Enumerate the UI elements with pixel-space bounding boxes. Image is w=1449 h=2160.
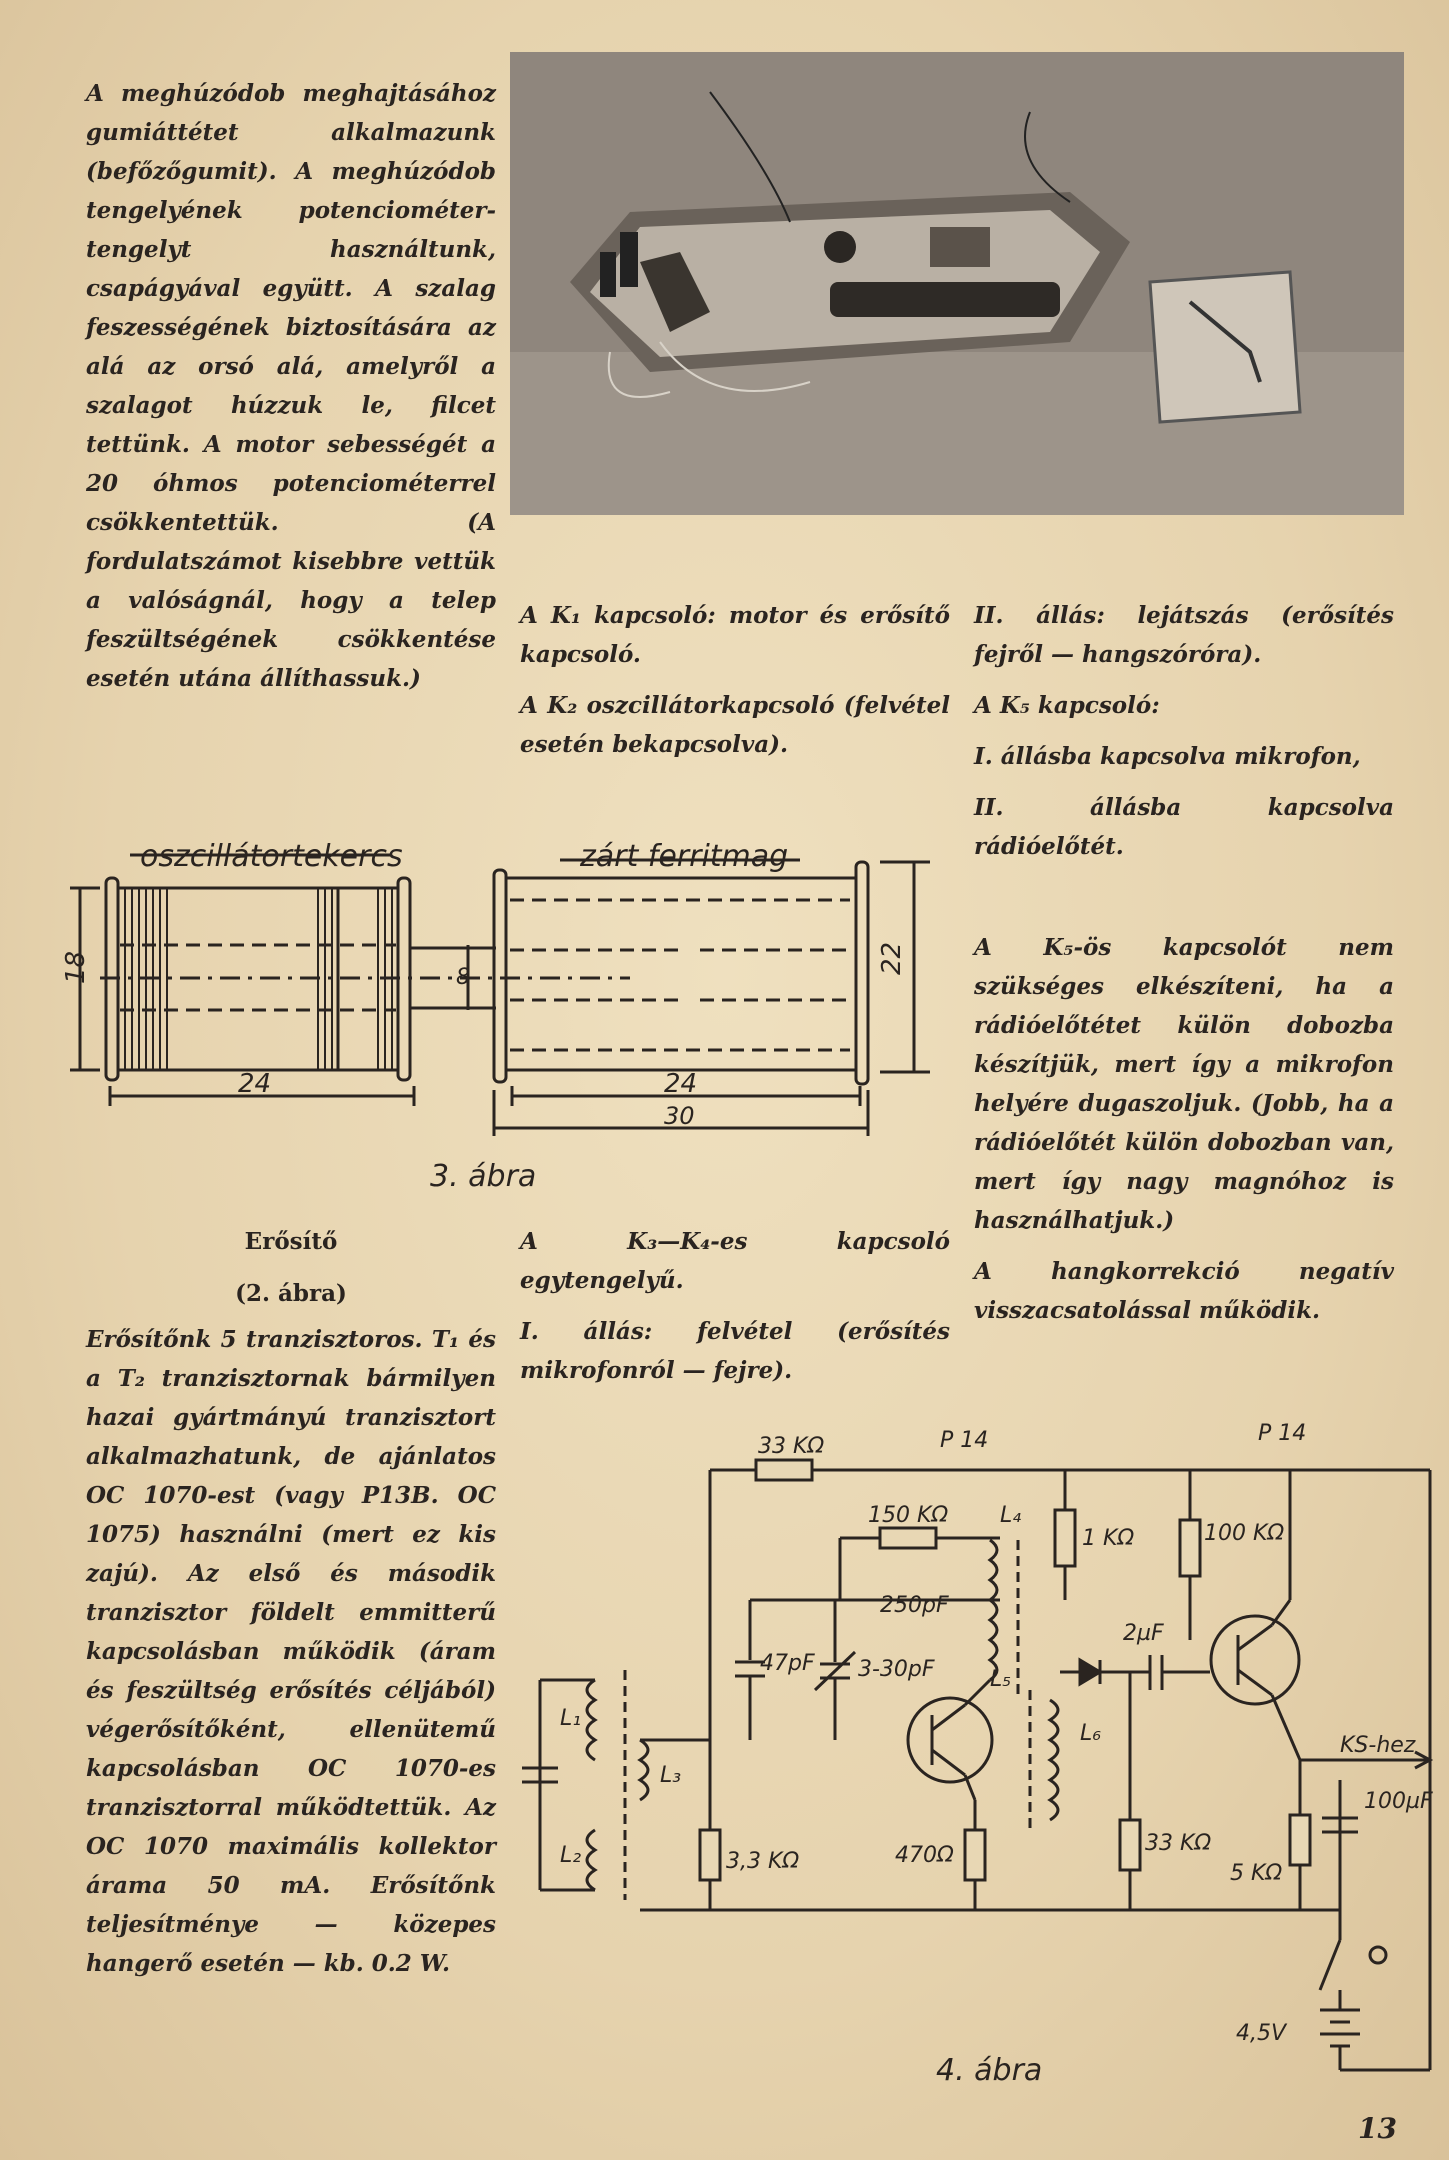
c5-label: 100µF (1364, 1789, 1433, 1814)
figure-4-caption: 4. ábra (936, 2053, 1043, 2088)
paragraph: A K₂ oszcillátorkapcsoló (felvétel esetén bekapcsolva). (520, 692, 950, 758)
text-column-middle-bottom (520, 1222, 950, 1402)
text-column-left-bottom (86, 1320, 496, 1995)
l6-label: L₆ (1080, 1721, 1102, 1746)
label-core: zárt ferritmag (580, 839, 789, 874)
dim-18: 18 (61, 950, 91, 984)
c2-label: 2µF (1123, 1621, 1164, 1646)
output-label: KS-hez (1340, 1733, 1416, 1758)
l4-label: L₄ (1000, 1503, 1022, 1528)
p14b-label: P 14 (1258, 1421, 1307, 1446)
r5-label: 3,3 KΩ (726, 1849, 800, 1874)
dim-24b: 24 (664, 1069, 698, 1099)
text-column-right-middle (974, 928, 1394, 1342)
paragraph: A meghúzódob meghajtásához gumiáttétet alkalmazunk (befőzőgumit). A meghúzódob tengelyének potenciométer-tengelyt használtunk, csapágyával együtt. A szalag feszességének biztosítására az alá az orsó alá, amelyről a szalagot húzzuk le, filcet tettünk. A motor sebességét a 20 óhmos potenciométerrel csökkentettük. (A fordulatszámot kisebbre vettük a valóságnál, hogy a telep feszültségének csökkentése esetén utána állíthassuk.) (86, 80, 496, 692)
c3-label: 47pF (760, 1651, 815, 1676)
paragraph: A K₅ kapcsoló: (974, 692, 1160, 719)
paragraph: I. állás: felvétel (erősítés mikrofonról — fejre). (520, 1318, 950, 1384)
label-coil: oszcillátortekercs (140, 839, 403, 874)
paragraph: A hangkorrekció negatív visszacsatolással működik. (974, 1258, 1394, 1324)
text-column-middle-top (520, 596, 950, 776)
paragraph: A K₁ kapcsoló: motor és erősítő kapcsoló. (520, 602, 950, 668)
paragraph: A K₅-ös kapcsolót nem szükséges elkészíteni, ha a rádióelőtétet külön dobozba készítjük, mert így a mikrofon helyére dugaszoljuk. (Jobb, ha a rádióelőtét külön dobozban van, mert így nagy magnóhoz is használhatjuk.) (974, 934, 1394, 1234)
paragraph: I. állásba kapcsolva mikrofon, (974, 743, 1361, 770)
figure-3-caption: 3. ábra (430, 1159, 537, 1194)
photo-illustration (510, 52, 1404, 515)
page-number: 13 (1358, 2112, 1397, 2145)
l5-label: L₅ (990, 1667, 1012, 1692)
r4-label: 100 KΩ (1204, 1521, 1285, 1546)
l3-label: L₃ (660, 1763, 682, 1788)
dim-8: 8 (456, 965, 470, 990)
dim-22: 22 (877, 941, 907, 975)
device-photo (510, 52, 1404, 515)
l1-label: L₁ (560, 1706, 582, 1731)
r1-label: 33 KΩ (758, 1434, 825, 1459)
r8-label: 5 KΩ (1230, 1861, 1283, 1886)
section-title: Erősítő (244, 1228, 338, 1255)
dim-30: 30 (664, 1102, 695, 1130)
paragraph: II. állásba kapcsolva rádióelőtét. (974, 794, 1394, 860)
paragraph: A K₃—K₄-es kapcsoló egytengelyű. (520, 1228, 950, 1294)
r6-label: 470Ω (895, 1843, 954, 1868)
text-column-left-top (86, 74, 496, 710)
dim-24a: 24 (238, 1069, 272, 1099)
c4-label: 3-30pF (858, 1657, 935, 1682)
paragraph: II. állás: lejátszás (erősítés fejről — hangszóróra). (974, 602, 1394, 668)
text-column-right-top (974, 596, 1394, 878)
r2-label: 150 KΩ (868, 1503, 949, 1528)
l2-label: L₂ (560, 1843, 582, 1868)
section-subtitle: (2. ábra) (235, 1280, 347, 1307)
c1-label: 250pF (880, 1593, 949, 1618)
r3-label: 1 KΩ (1082, 1526, 1135, 1551)
paragraph: Erősítőnk 5 tranzisztoros. T₁ és a T₂ tranzisztornak bármilyen hazai gyártmányú tranzisztort alkalmazhatunk, de ajánlatos OC 1070-est (vagy P13B. OC 1075) használni (mert ez kis zajú). Az első és második tranzisztor földelt emmitterű kapcsolásban működik (áram és feszültség erősítés céljából) végerősítőként, ellenütemű kapcsolásban OC 1070-es tranzisztorral működtettük. Az OC 1070 maximális kollektor árama 50 mA. Erősítőnk teljesítménye — közepes hangerő esetén — kb. 0.2 W. (86, 1326, 496, 1977)
r7-label: 33 KΩ (1145, 1831, 1212, 1856)
p14a-label: P 14 (940, 1428, 989, 1453)
battery-label: 4,5V (1236, 2021, 1287, 2046)
